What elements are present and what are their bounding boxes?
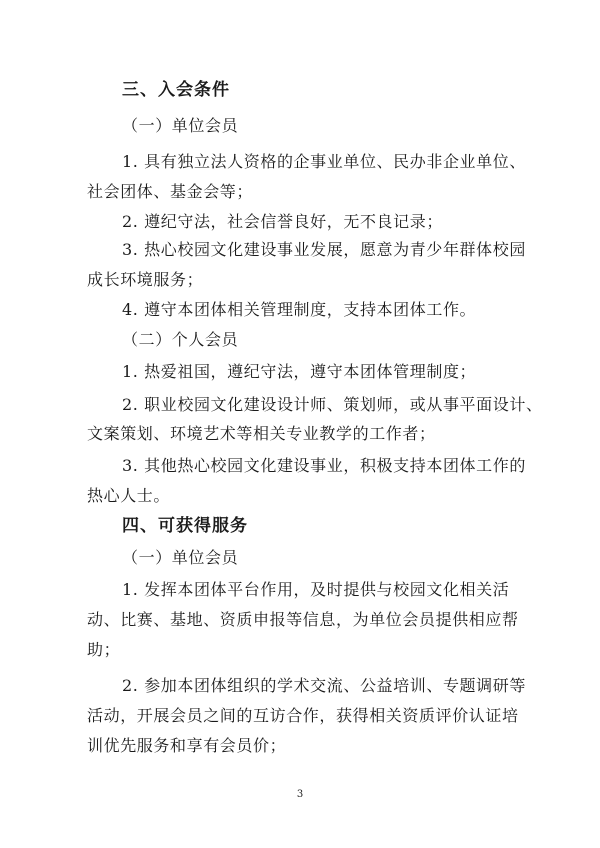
- paragraph-line: 4. 遵守本团体相关管理制度，支持本团体工作。: [122, 300, 477, 319]
- page-number: 3: [296, 789, 304, 800]
- paragraph-line: 2. 职业校园文化建设设计师、策划师，或从事平面设计、: [122, 395, 543, 414]
- section-heading-membership-conditions: 三、入会条件: [122, 80, 230, 100]
- section-heading-available-services: 四、可获得服务: [122, 516, 248, 536]
- subsection-title-unit-members: （一）单位会员: [122, 548, 239, 567]
- paragraph-line: 1. 热爱祖国，遵纪守法，遵守本团体管理制度；: [122, 362, 477, 381]
- paragraph-line: 训优先服务和享有会员价；: [87, 736, 287, 755]
- paragraph-line: 3. 热心校园文化建设事业发展，愿意为青少年群体校园: [122, 240, 526, 259]
- paragraph-line: 动、比赛、基地、资质申报等信息，为单位会员提供相应帮: [87, 610, 519, 629]
- paragraph-line: 2. 遵纪守法，社会信誉良好，无不良记录；: [122, 212, 443, 231]
- paragraph-line: 3. 其他热心校园文化建设事业，积极支持本团体工作的: [122, 456, 526, 475]
- paragraph-line: 助；: [87, 640, 121, 659]
- paragraph-line: 1. 具有独立法人资格的企事业单位、民办非企业单位、: [122, 152, 526, 171]
- paragraph-line: 成长环境服务；: [87, 270, 204, 289]
- paragraph-line: 热心人士。: [87, 486, 171, 505]
- subsection-title-unit-members: （一）单位会员: [122, 116, 239, 135]
- paragraph-line: 文案策划、环境艺术等相关专业教学的工作者；: [87, 424, 436, 443]
- paragraph-line: 活动，开展会员之间的互访合作，获得相关资质评价认证培: [87, 706, 519, 725]
- paragraph-line: 1. 发挥本团体平台作用，及时提供与校园文化相关活: [122, 580, 510, 599]
- paragraph-line: 2. 参加本团体组织的学术交流、公益培训、专题调研等: [122, 676, 526, 695]
- paragraph-line: 社会团体、基金会等；: [87, 182, 254, 201]
- subsection-title-personal-members: （二）个人会员: [122, 330, 239, 349]
